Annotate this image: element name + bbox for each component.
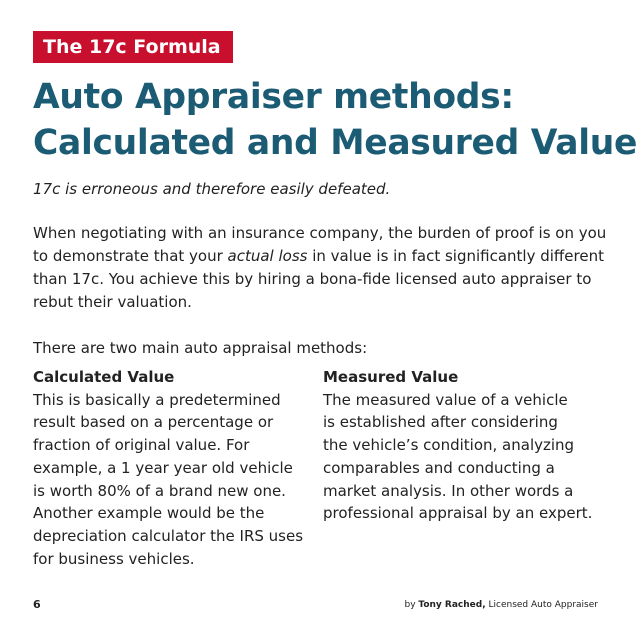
calculated-line: depreciation calculator the IRS uses: [33, 526, 304, 545]
intro-line-4: rebut their valuation.: [33, 293, 192, 311]
measured-line: is established after considering: [323, 413, 558, 432]
page-number: 6: [33, 598, 41, 611]
measured-line: the vehicle’s condition, analyzing: [323, 436, 575, 455]
methods-intro-text: There are two main auto appraisal methods:: [33, 339, 368, 357]
intro-line-2-pre: to demonstrate that your: [33, 247, 228, 265]
intro-line-1: When negotiating with an insurance company, the burden of proof is on you: [33, 224, 607, 242]
section-tag: The 17c Formula: [33, 31, 233, 63]
measured-value-heading: Measured Value: [323, 368, 459, 386]
actual-loss-emphasis: actual loss: [227, 247, 308, 265]
measured-line: The measured value of a vehicle: [323, 390, 568, 409]
methods-intro: [33, 337, 603, 360]
calculated-line: This is basically a predetermined: [33, 390, 281, 409]
measured-line: professional appraisal by an expert.: [323, 504, 593, 523]
author-role: Licensed Auto Appraiser: [485, 600, 598, 610]
subtitle: 17c is erroneous and therefore easily defeated.: [33, 180, 391, 198]
calculated-line: fraction of original value. For: [33, 436, 250, 455]
author-name: Tony Rached,: [418, 600, 486, 610]
intro-line-3: than 17c. You achieve this by hiring a bona-fide licensed auto appraiser to: [33, 270, 592, 288]
intro-paragraph: [33, 222, 607, 314]
calculated-line: for business vehicles.: [33, 549, 195, 568]
title-line-1: Auto Appraiser methods:: [33, 77, 514, 117]
calculated-line: Another example would be the: [33, 504, 265, 523]
calculated-line: is worth 80% of a brand new one.: [33, 481, 286, 500]
author-credit: [404, 597, 598, 613]
calculated-line: result based on a percentage or: [33, 413, 274, 432]
credit-by: by: [404, 600, 419, 610]
page-footer: [33, 597, 598, 613]
intro-line-2-post: in value is in fact significantly different: [307, 247, 604, 265]
intro-line-2: [33, 245, 603, 268]
measured-value-column: [323, 366, 603, 525]
calculated-line: example, a 1 year year old vehicle: [33, 458, 293, 477]
calculated-value-heading: Calculated Value: [33, 368, 175, 386]
page-title: [33, 74, 637, 166]
measured-line: comparables and conducting a: [323, 458, 555, 477]
title-line-2: Calculated and Measured Value: [33, 123, 638, 163]
calculated-value-column: [33, 366, 313, 570]
measured-line: market analysis. In other words a: [323, 481, 574, 500]
